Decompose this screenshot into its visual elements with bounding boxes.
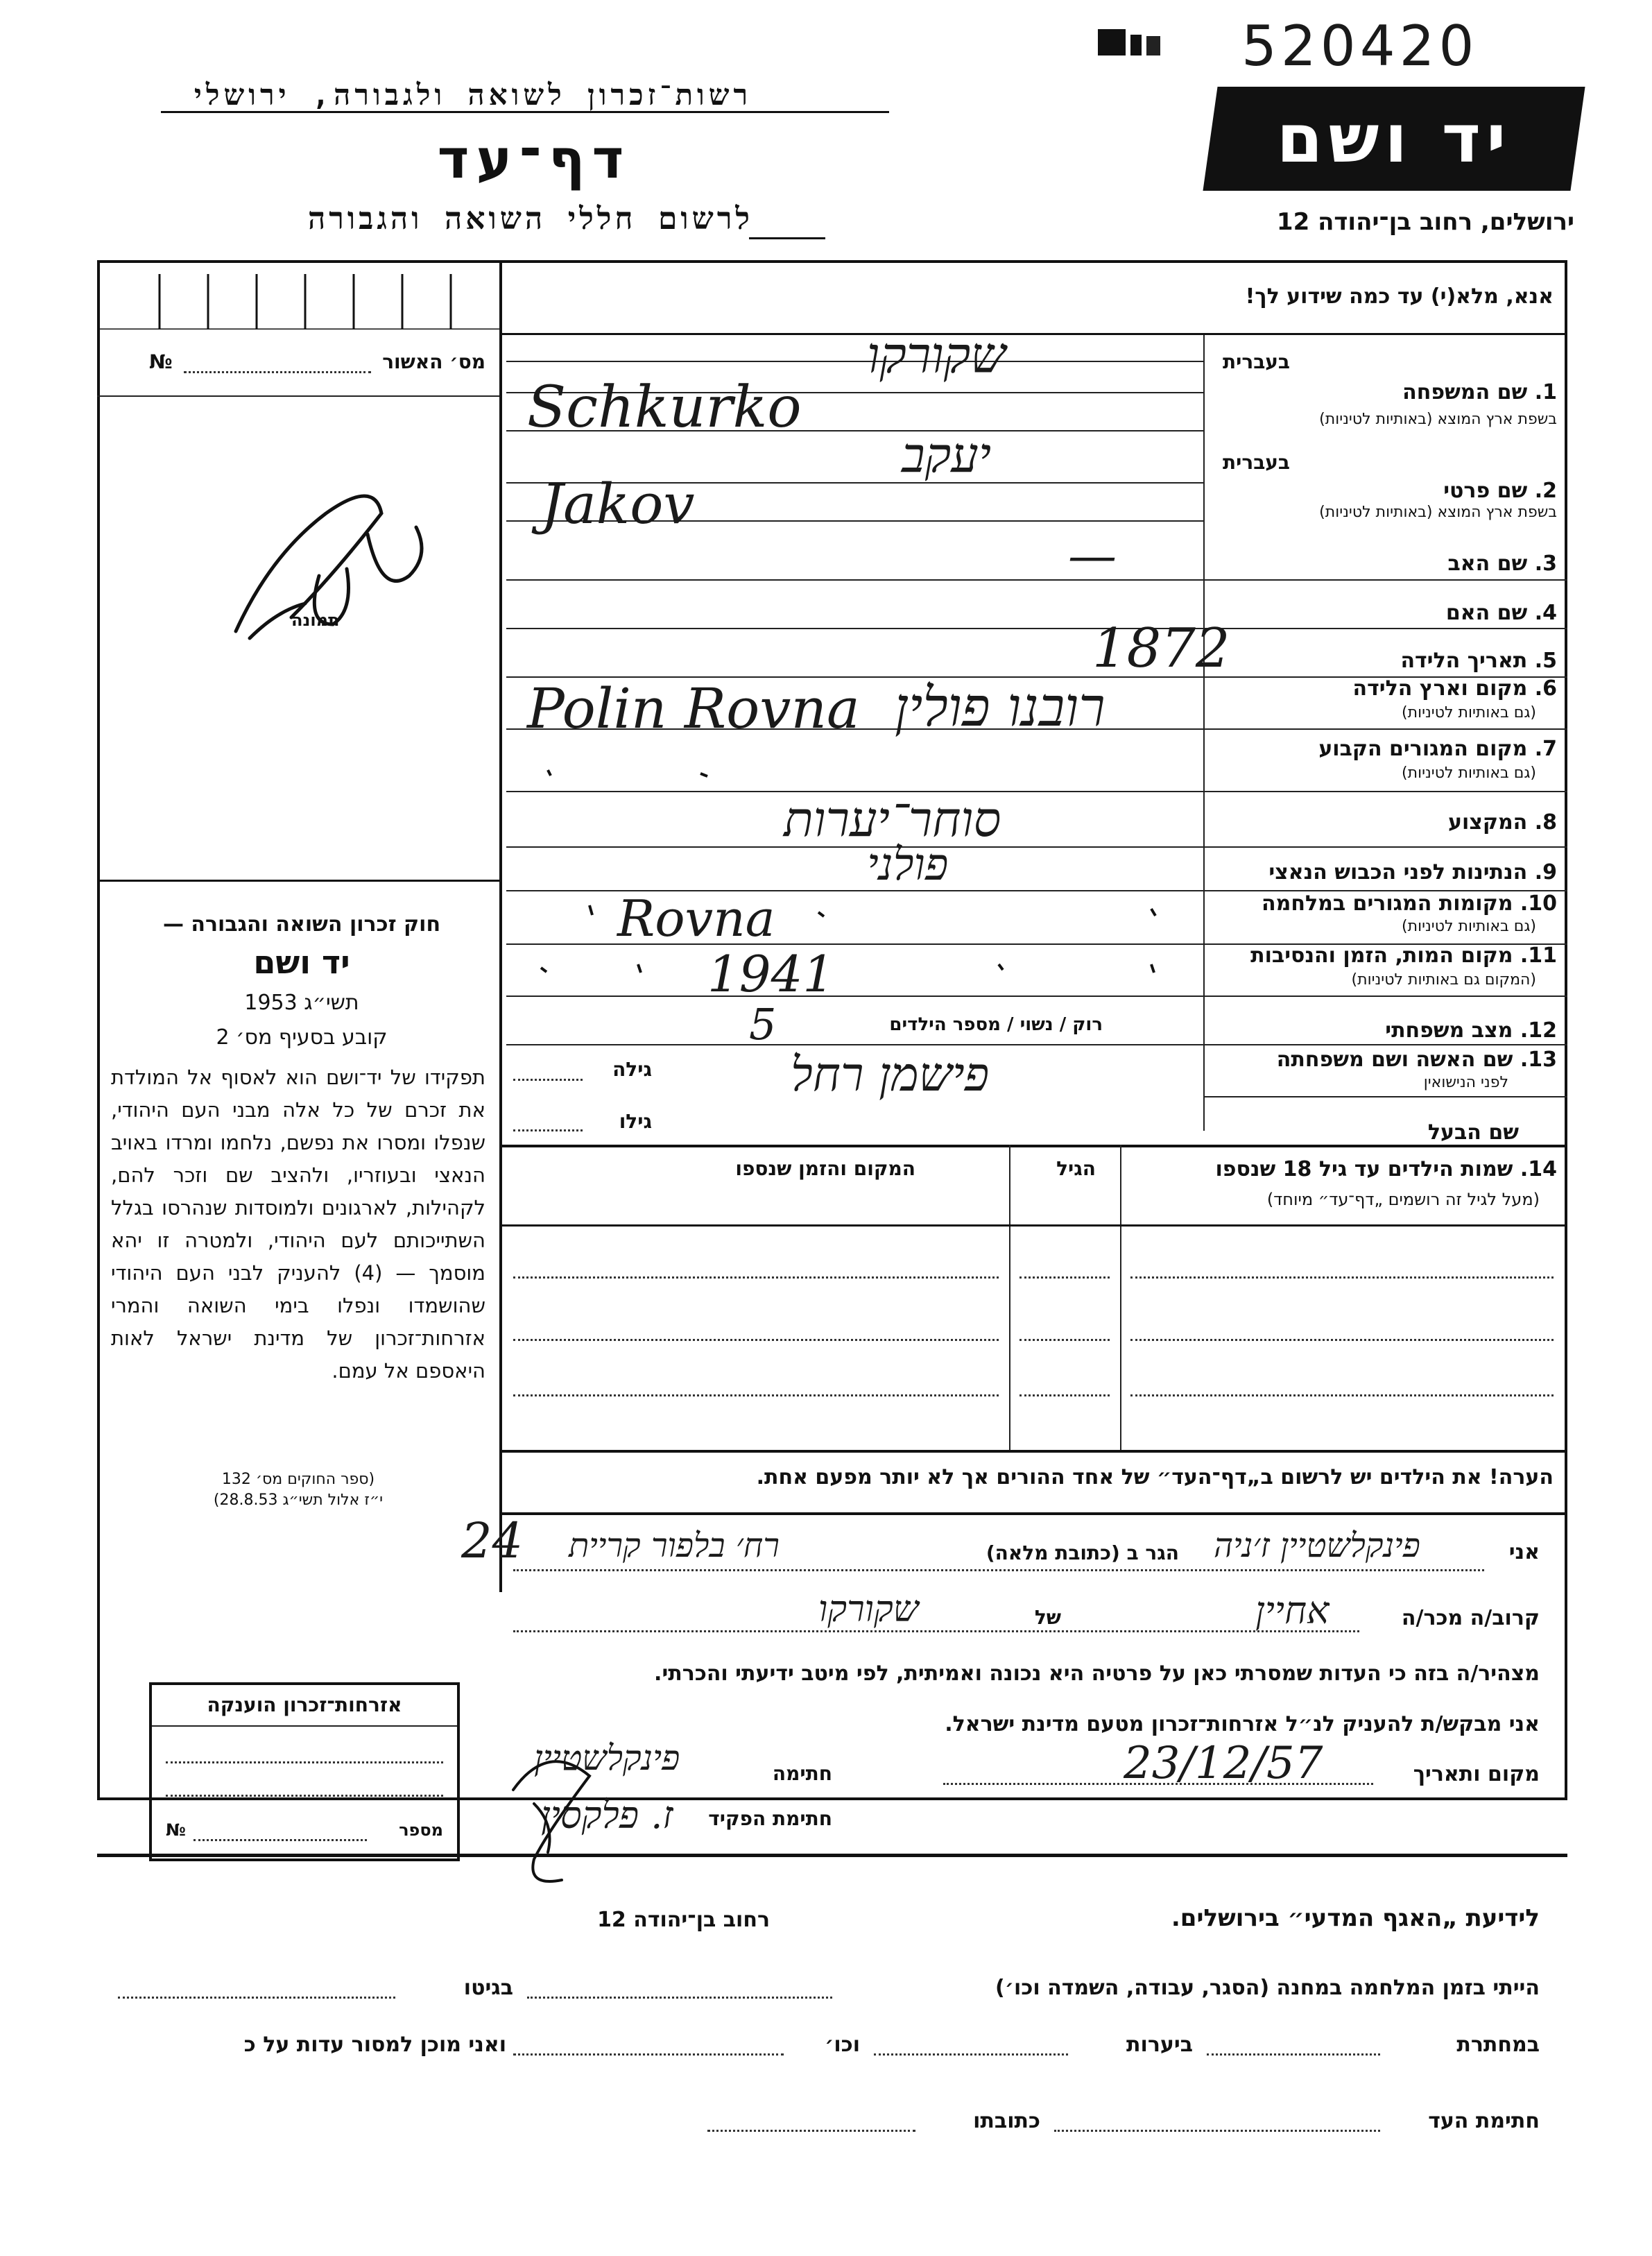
f12-options: רוק / נשוי / מספר הילדים [889,1014,1103,1035]
f2-label: 2. שם פרטי [1443,479,1557,503]
husband-label: שם הבעל [1427,1120,1519,1145]
law-text: תפקידו של יד־ושם הוא לאסוף אל המולדת את זכרם של כל אלה מבני העם היהודי, שנפלו ומסרו את נפשם, נלחמו ומרדו באויב הנאצי ובעוזריו, ולהציב שם וזכר להם, לקהילות, לארגונים ולמוסדות שנהרסו בגלל השתייכותם לעם היהודי, ולמטרה זו יהא מוסמך — (4) להעניק לבני העם היהודי שהושמדו ונפלו בימי השואה והמרי אזרחות־זכרון של מדינת ישראל לאות היאספם אל עמם. [111,1066,485,1383]
hw-surname-he: שקורקו [867,326,1006,384]
law-year: תשי״ג 1953 [244,991,359,1015]
footer-title: לידיעת „האגף המדעי״ בירושלים. [1171,1904,1540,1932]
decl-place-date: מקום ותאריך [1413,1762,1540,1786]
signature-scrawl [506,1748,714,1894]
hw-children-count: 5 [749,999,777,1050]
f3-label: 3. שם האב [1447,552,1557,576]
f13-note: לפני הנישואין [1423,1074,1508,1091]
hw-birth-place-he: רובנו פולין [895,676,1105,739]
footer-forests: ביערות [1126,2033,1193,2057]
law-title: חוק זכרון השואה והגבורה — [162,912,441,937]
decl-i: אני [1508,1540,1540,1564]
f7-note: (גם באותיות לטיניות) [1402,764,1536,782]
law-clause: קובע בסעיף מס׳ 2 [216,1025,388,1050]
stamp-number: 520420 [1241,14,1479,78]
citizenship-line-1 [166,1761,443,1763]
f14-label: 14. שמות הילדים עד גיל 18 שנספו [1215,1157,1557,1181]
hw-first-lat: Jakov [541,472,695,536]
footer-etc: וכו׳ [825,2033,860,2057]
hw-surname-lat: Schkurko [527,375,802,441]
hw-death-year: 1941 [707,945,835,1003]
f9-label: 9. הנתינות לפני הכבוש הנאצי [1268,860,1557,885]
footer-address-label: כתובתו [973,2109,1040,2133]
f10-label: 10. מקומות המגורים במלחמה [1262,891,1557,916]
footer-underground: במחתרת [1456,2033,1540,2057]
f5-label: 5. תאריך הלידה [1400,649,1557,673]
law-ref: (ספר החוקים מס׳ 132 [221,1471,375,1488]
header-subtitle-underline [749,237,825,239]
photo-bottom-line [97,880,499,882]
law-ref2: י״ז אלול תשי״ג 28.8.53) [213,1492,384,1509]
yad-vashem-logo [1203,87,1585,191]
hw-father: — [1068,527,1117,584]
hw-profession: סוחר־יערות [784,791,1001,848]
hw-decl-address: רח׳ בלפור קריית [569,1526,780,1565]
f1-origin: בשפת ארץ המוצא (באותיות לטיניות) [1319,411,1557,428]
f4-label: 4. שם האם [1445,601,1557,625]
f6-note: (גם באותיות לטיניות) [1402,704,1536,721]
approval-cells [97,260,499,330]
header-subtitle: לרשום חללי השואה והגבורה [307,201,754,237]
f8-label: 8. המקצוע [1448,810,1557,835]
header-org: רשות־זכרון לשואה ולגבורה, ירושלי [193,78,752,112]
archive-stamp-mark [1092,21,1176,62]
f11-label: 11. מקום המות, הזמן והנסיבות [1250,943,1557,968]
f6-label: 6. מקום וארץ הלידה [1352,676,1557,701]
f1-label: 1. שם המשפחה [1402,380,1557,404]
hw-war-residence: Rovna [617,889,775,948]
header-address: ירושלים, רחוב בן־יהודה 12 [1276,208,1574,236]
col-place: המקום והזמן שנספו [735,1157,915,1180]
form-intro: אנא, מלא(י) עד כמה שידוע לך! [1245,284,1554,309]
citizenship-box [149,1682,460,1861]
f10-note: (גם באותיות לטיניות) [1402,918,1536,935]
row-label-divider [1203,333,1205,1131]
footer-line1: הייתי בזמן המלחמה במחנה (הסגר, עבודה, השמדה וכו׳) [995,1976,1540,2000]
col-age: הגיל [1056,1157,1096,1180]
hw-birth-date: 1872 [1092,617,1230,680]
f7-label: 7. מקום המגורים הקבוע [1318,737,1557,761]
hw-first-he: יעקב [902,427,992,484]
footer-ghetto: בגיטו [463,1976,513,2000]
f14-note: (מעל לגיל זה רושמים „דף־עד״ מיוחד) [1266,1190,1540,1209]
approval-no-sign: № [149,350,173,373]
f1-hebrew: בעברית [1222,350,1290,373]
hw-decl-of: שקורקו [818,1589,919,1630]
photo-handwriting [208,472,437,680]
decl-relative: קרוב/ה מכר/ה [1401,1606,1540,1630]
hw-wife: פישמן רחל [791,1048,990,1102]
hw-birth-place-lat: Polin Rovna [527,676,860,741]
f11-note: (המקום גם באותיות לטיניות) [1351,971,1536,989]
decl-statement: מצהיר/ה בזה כי העדות שמסרתי כאן על פרטיה היא נכונה ואמיתית, לפי מיטב ידיעתי והכרתי. [654,1661,1540,1686]
f2-origin: בשפת ארץ המוצא (באותיות לטיניות) [1319,504,1557,521]
column-divider [499,260,502,1592]
decl-clerk-sig: חתימת הפקיד [708,1807,832,1830]
decl-signature: חתימה [772,1762,832,1785]
decl-lives-in: הגר ב (כתובת מלאה) [986,1541,1179,1564]
age-m-label: גילו [619,1110,652,1133]
header-title: דף־עד [437,128,631,191]
hw-decl-number: 24 [461,1512,524,1569]
hw-decl-name: פינקלשטיין ז׳ניה [1214,1526,1420,1565]
citizenship-no-sign: № [166,1820,186,1840]
hw-citizenship: פולני [867,839,949,891]
decl-of: של [1034,1606,1061,1629]
approval-no-field[interactable] [184,371,371,373]
top-row-line [499,333,1567,335]
age-f-label: גילה [612,1058,652,1081]
citizenship-title: אזרחות־זכרון הוענקה [207,1693,402,1716]
footer-ready: ואני מוכן למסור עדות על כ [243,2033,506,2057]
f13-label: 13. שם האשה ושם משפחתה [1276,1048,1557,1072]
hw-decl-relation: אחיין [1255,1589,1330,1632]
hw-decl-signature: פינקלשטיין [534,1738,680,1778]
decl-request: אני מבקש/ת להעניק לנ״ל אזרחות־זכרון מטעם מדינת ישראל. [945,1712,1540,1736]
logo-text: יד ושם [1276,100,1512,178]
footer-address: רחוב בן־יהודה 12 [597,1908,770,1932]
citizenship-line-2 [166,1795,443,1797]
approval-label: מס׳ האשור [382,350,485,373]
footer-witness-sig: חתימת העד [1428,2109,1540,2133]
f12-label: 12. מצב משפחתי [1385,1018,1557,1043]
photo-label: תמונה [291,610,340,630]
header-org-underline [161,111,889,113]
f2-hebrew: בעברית [1222,451,1290,474]
hw-decl-date: 23/12/57 [1124,1738,1323,1789]
ditto-marks [527,763,1193,992]
approval-row-line [97,395,499,397]
citizenship-no-label: מספר [399,1820,443,1840]
children-note: הערה! את הילדים יש לרשום ב„דף־העד״ של אחד ההורים אך לא יותר מפעם אחת. [756,1465,1554,1489]
hw-decl-clerk: ז. פלקסין [541,1793,673,1837]
law-name: יד ושם [253,943,350,981]
